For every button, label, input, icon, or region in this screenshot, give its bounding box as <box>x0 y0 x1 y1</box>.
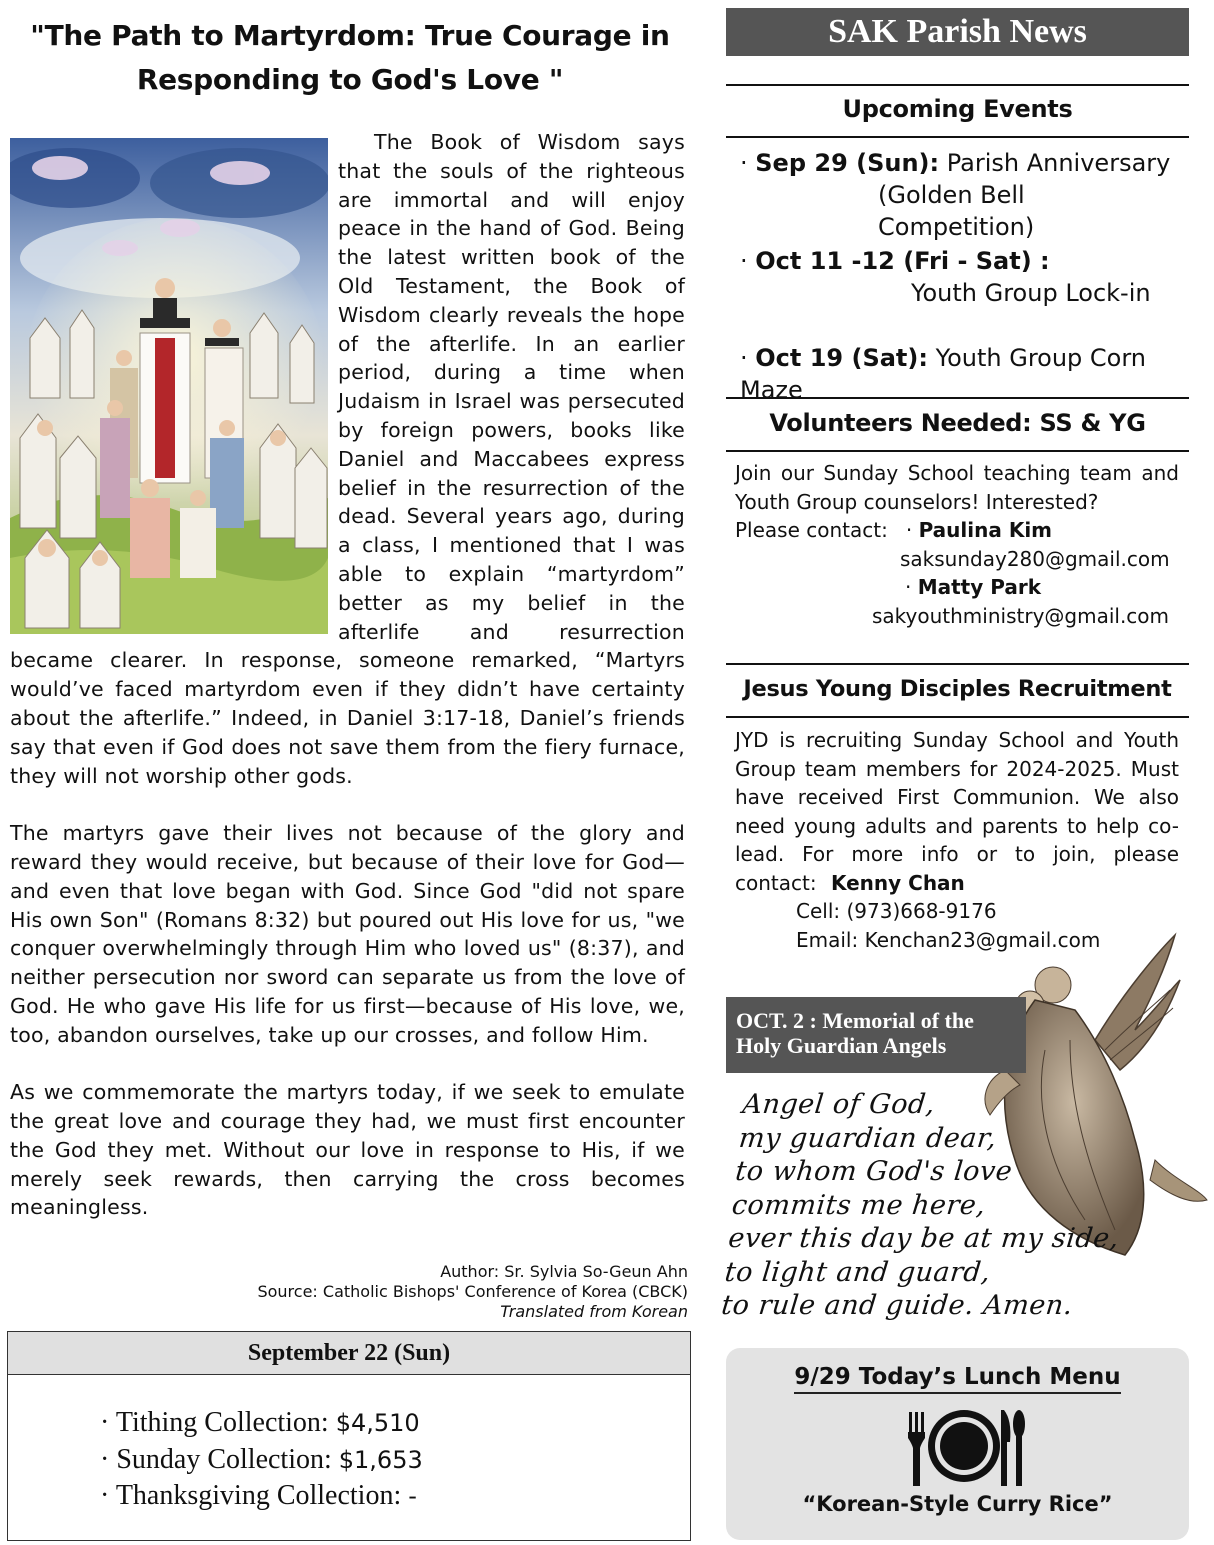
collection-item-thanksgiving: · Thanksgiving Collection: - <box>100 1480 417 1511</box>
article-title <box>10 14 690 102</box>
prayer-line: ever this day be at my side, <box>726 1223 1121 1254</box>
collection-amount: $1,653 <box>338 1445 423 1474</box>
memorial-banner <box>726 997 1026 1073</box>
collection-date-header: September 22 (Sun) <box>8 1332 690 1375</box>
divider <box>726 450 1189 452</box>
collection-amount: $4,510 <box>335 1409 420 1437</box>
divider <box>726 663 1189 665</box>
events-heading: Upcoming Events <box>842 95 1073 123</box>
jyd-text <box>735 726 1179 954</box>
lunch-menu-title <box>726 1364 1189 1390</box>
event-title: Youth Group Lock-in <box>911 279 1151 307</box>
article-credits <box>257 1262 688 1322</box>
lunch-menu-title-text: 9/29 Today’s Lunch Menu <box>794 1364 1120 1394</box>
divider <box>726 84 1189 86</box>
article-title-line2: Responding to God's Love " <box>136 63 564 96</box>
jyd-contact-name: Kenny Chan <box>830 870 965 895</box>
article-paragraph-3: As we commemorate the martyrs today, if we seek to emulate the great love and courage they had, we must first encounter the God they met. Without our love in response to His, if we merely seek rewards, then carrying the cross becomes meaningless. <box>10 1080 685 1220</box>
contact-email[interactable]: saksunday280@gmail.com <box>900 546 1170 571</box>
event-item-3: · Oct 19 (Sat): Youth Group Corn Maze <box>740 344 1147 404</box>
collection-amount: - <box>408 1482 417 1510</box>
contact-label: Please contact: <box>735 518 888 542</box>
collection-label: Tithing Collection: <box>115 1407 336 1438</box>
collection-list <box>100 1405 690 1515</box>
article-paragraph-2: The martyrs gave their lives not because of the glory and reward they would receive, but because of their love for God—and even that love began with God. Since God "did not spare His own Son" (Romans 8:32) but poured out His love for us, "we conquer overwhelmingly through Him who loved us" (8:37), and neither persecution nor sword can separate us from the love of God. He who gave His life for us first—because of His love, we, too, abandon ourselves, take up our crosses, and follow Him. <box>10 821 685 1047</box>
prayer-line: my guardian dear, <box>737 1122 999 1154</box>
prayer-line: to whom God's love <box>733 1156 1014 1187</box>
jyd-email[interactable]: Email: Kenchan23@gmail.com <box>796 927 1101 952</box>
newsletter-masthead: SAK Parish News <box>726 8 1189 56</box>
jyd-heading: Jesus Young Disciples Recruitment <box>743 676 1172 702</box>
contact-email[interactable]: sakyouthministry@gmail.com <box>872 603 1170 628</box>
plate-fork-knife-icon <box>901 1406 1027 1486</box>
prayer-line: to light and guard, <box>723 1256 993 1288</box>
event-title: Youth Group Corn Maze <box>740 344 1147 404</box>
article-body <box>10 128 685 1251</box>
volunteers-description: Join our Sunday School teaching team and Youth Group counselors! Interested? <box>735 461 1179 514</box>
prayer-line: commits me here, <box>730 1189 988 1221</box>
event-subtitle: (Golden Bell Competition) <box>878 181 1035 241</box>
divider <box>726 136 1189 138</box>
translation-note: Translated from Korean <box>500 1302 688 1321</box>
event-title: Parish Anniversary <box>939 149 1171 177</box>
collection-label: Sunday Collection: <box>116 1443 339 1475</box>
contact-name: Paulina Kim <box>918 518 1053 542</box>
martyrs-painting-image <box>10 138 328 634</box>
volunteers-text <box>735 459 1179 630</box>
jyd-cell: Cell: (973)668-9176 <box>796 899 997 923</box>
lunch-dish: “Korean-Style Curry Rice” <box>802 1492 1113 1516</box>
event-date: Oct 11 -12 (Fri - Sat) : <box>755 247 1050 275</box>
volunteers-heading: Volunteers Needed: SS & YG <box>769 409 1146 437</box>
lunch-menu-box <box>726 1348 1189 1540</box>
prayer-line: to rule and guide. Amen. <box>719 1290 1075 1321</box>
prayer-line: Angel of God, <box>740 1089 937 1120</box>
collection-item-tithing: · Tithing Collection: $4,510 <box>100 1407 420 1438</box>
event-item-1: · Sep 29 (Sun): Parish Anniversary (Golden Bell Competition) <box>740 147 1185 243</box>
article-title-line1: "The Path to Martyrdom: True Courage in <box>30 19 670 52</box>
jyd-description: JYD is recruiting Sunday School and Youth Group team members for 2024-2025. Must have received First Communion. We also need young adults and parents to help co-lead. For more info or to join, please contact: <box>735 728 1179 895</box>
event-item-2: · Oct 11 -12 (Fri - Sat) : Youth Group Lock-in <box>740 245 1185 309</box>
memorial-line1: OCT. 2 : Memorial of the <box>736 1008 974 1033</box>
author-credit: Author: Sr. Sylvia So-Geun Ahn <box>440 1262 688 1281</box>
volunteers-contact-2: · Matty Park <box>905 575 1042 599</box>
event-date: Oct 19 (Sat): <box>755 344 928 372</box>
volunteers-contact-1: Please contact: · Paulina Kim <box>735 518 1053 542</box>
collection-item-sunday: · Sunday Collection: $1,653 <box>100 1443 423 1475</box>
guardian-angel-prayer <box>720 1088 1214 1323</box>
event-date: Sep 29 (Sun): <box>755 149 940 177</box>
contact-name: Matty Park <box>917 575 1042 599</box>
collection-box <box>7 1331 691 1541</box>
memorial-line2: Holy Guardian Angels <box>736 1033 947 1058</box>
divider <box>726 397 1189 399</box>
source-credit: Source: Catholic Bishops' Conference of Korea (CBCK) <box>257 1282 688 1301</box>
collection-label: Thanksgiving Collection: <box>115 1480 409 1511</box>
article-paragraph-1: The Book of Wisdom says that the souls of the righteous are immortal and will enjoy peace in the hand of God. Being the latest written book of the Old Testament, the Book of Wisdom clearly reveals the hope of the afterlife. In an earlier period, during a time when Judaism in Israel was persecuted by foreign powers, books like Daniel and Maccabees express belief in the resurrection of the dead. Several years ago, during a class, I mentioned that I was able to explain “martyrdom” better as my belief in the afterlife and resurrection became clearer. In response, someone remarked, “Martyrs would’ve faced martyrdom even if they didn’t have certainty about the afterlife.” Indeed, in Daniel 3:17-18, Daniel’s friends say that even if God does not save them from the fiery furnace, they will not worship other gods. <box>10 130 685 788</box>
divider <box>726 716 1189 718</box>
